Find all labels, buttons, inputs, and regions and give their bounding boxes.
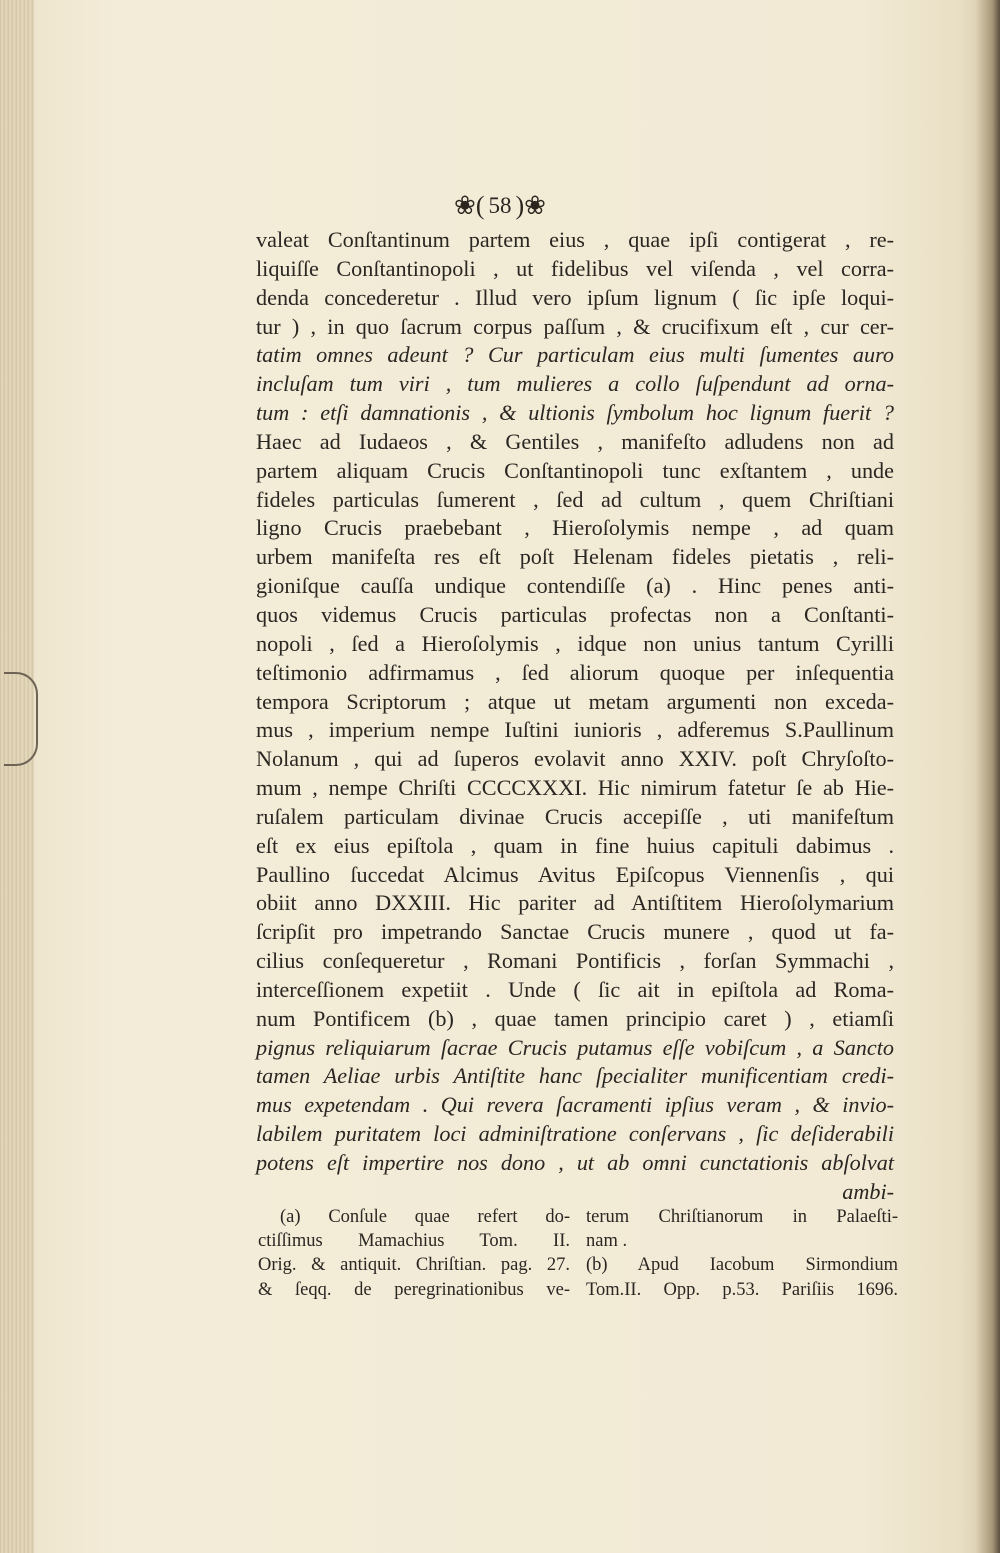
footnote-column-left <box>258 1205 570 1302</box>
text-line: Nolanum , qui ad ſuperos evolavit anno XXIV. poſt Chryſoſto- <box>256 746 894 772</box>
text-line: mus expetendam . Qui revera ſacramenti ipſius veram , & invio- <box>256 1092 894 1118</box>
text-line: fideles particulas ſumerent , ſed ad cultum , quem Chriſtiani <box>256 486 894 512</box>
text-line: valeat Conſtantinum partem eius , quae ipſi contigerat , re- <box>256 227 894 252</box>
text-line: potens eſt impertire nos dono , ut ab omni cunctationis abſolvat <box>256 1150 894 1175</box>
footnote-line: terum Chriſtianorum in Palaeſti- <box>586 1207 898 1227</box>
footnote-line: Orig. & antiquit. Chriſtian. pag. 27. <box>258 1255 570 1276</box>
text-line: tempora Scriptorum ; atque ut metam argumenti non excedа- <box>256 688 894 714</box>
footnote-line: & ſeqq. de peregrinationibus ve- <box>258 1279 570 1300</box>
text-line: obiit anno DXXIII. Hic pariter ad Antiſtitem Hieroſolymarium <box>256 890 894 916</box>
text-line: mum , nempe Chriſti CCCCXXXI. Hic nimirum fatetur ſe ab Hie- <box>256 775 894 801</box>
text-line: tur ) , in quo ſacrum corpus paſſum , & crucifixum eſt , cur cer- <box>256 313 894 339</box>
text-line: denda concederetur . Illud vero ipſum lignum ( ſic ipſe loqui- <box>256 284 894 310</box>
text-line: partem aliquam Crucis Conſtantinopoli tunc exſtantem , unde <box>256 457 894 483</box>
text-line: interceſſionem expetiit . Unde ( ſic ait in epiſtola ad Roma- <box>256 976 894 1002</box>
main-text <box>256 226 894 1207</box>
text-line: gioniſque cauſſa undique contendiſſe (a) . Hinc penes anti- <box>256 573 894 599</box>
page-binding <box>0 0 34 1553</box>
page-number: 58 <box>488 193 512 218</box>
footnote-line: ctiſſimus Mamachius Tom. II. <box>258 1231 570 1252</box>
text-line: incluſam tum viri , tum mulieres a collo ſuſpendunt ad orna- <box>256 371 894 397</box>
catchword: ambi- <box>842 1178 894 1204</box>
text-line: nopoli , ſed a Hieroſolymis , idque non unius tantum Cyrilli <box>256 630 894 656</box>
running-head <box>0 186 1000 226</box>
text-line: tum : etſi damnationis , & ultionis ſymbolum hoc lignum fuerit ? <box>256 400 894 426</box>
text-line: quos videmus Crucis particulas profectas non a Conſtanti- <box>256 601 894 627</box>
text-line: urbem manifeſta res eſt poſt Helenam fideles pietatis , reli- <box>256 544 894 570</box>
footnotes <box>258 1205 898 1302</box>
text-line: eſt ex eius epiſtola , quam in fine huius capituli dabimus . <box>256 832 894 858</box>
page-edge <box>974 0 1000 1553</box>
footnote-line: (a) Conſule quae refert do- <box>280 1207 570 1227</box>
footnote-line: Tom.II. Opp. p.53. Pariſiis 1696. <box>586 1279 898 1300</box>
text-line: tamen Aeliae urbis Antiſtite hanc ſpecialiter munificentiam credi- <box>256 1063 894 1089</box>
text-line: tatim omnes adeunt ? Cur particulam eius multi ſumentes auro <box>256 342 894 368</box>
text-line: labilem puritatem loci adminiſtratione conſervans , ſic deſiderabili <box>256 1121 894 1147</box>
text-line: ligno Crucis praebebant , Hieroſolymis nempe , ad quam <box>256 515 894 541</box>
footnote-line: nam . <box>586 1231 628 1252</box>
text-line: ſcripſit pro impetrando Sanctae Crucis munere , quod ut fa- <box>256 919 894 945</box>
text-line: num Pontificem (b) , quae tamen principio caret ) , etiamſi <box>256 1005 894 1031</box>
text-line: mus , imperium nempe Iuſtini iunioris , adferemus S.Paullinum <box>256 717 894 743</box>
footnote-line: (b) Apud Iacobum Sirmondium <box>586 1255 898 1276</box>
left-ornament: ❀( <box>454 191 485 220</box>
clip-mark <box>4 672 38 766</box>
text-line: liquiſſe Conſtantinopoli , ut fidelibus vel viſenda , vel corra- <box>256 255 894 281</box>
text-line: teſtimonio adfirmamus , ſed aliorum quoque per inſequentia <box>256 659 894 685</box>
text-line: Haec ad Iudaeos , & Gentiles , manifeſto adludens non ad <box>256 428 894 454</box>
text-line: cilius conſequeretur , Romani Pontificis , forſan Symmachi , <box>256 948 894 974</box>
text-line: Paullino ſuccedat Alcimus Avitus Epiſcopus Viennenſis , qui <box>256 861 894 887</box>
right-ornament: )❀ <box>515 191 546 220</box>
footnote-column-right <box>586 1205 898 1302</box>
text-line: ruſalem particulam divinae Crucis accepiſſe , uti manifeſtum <box>256 803 894 829</box>
text-line: pignus reliquiarum ſacrae Crucis putamus eſſe vobiſcum , a Sancto <box>256 1034 894 1060</box>
